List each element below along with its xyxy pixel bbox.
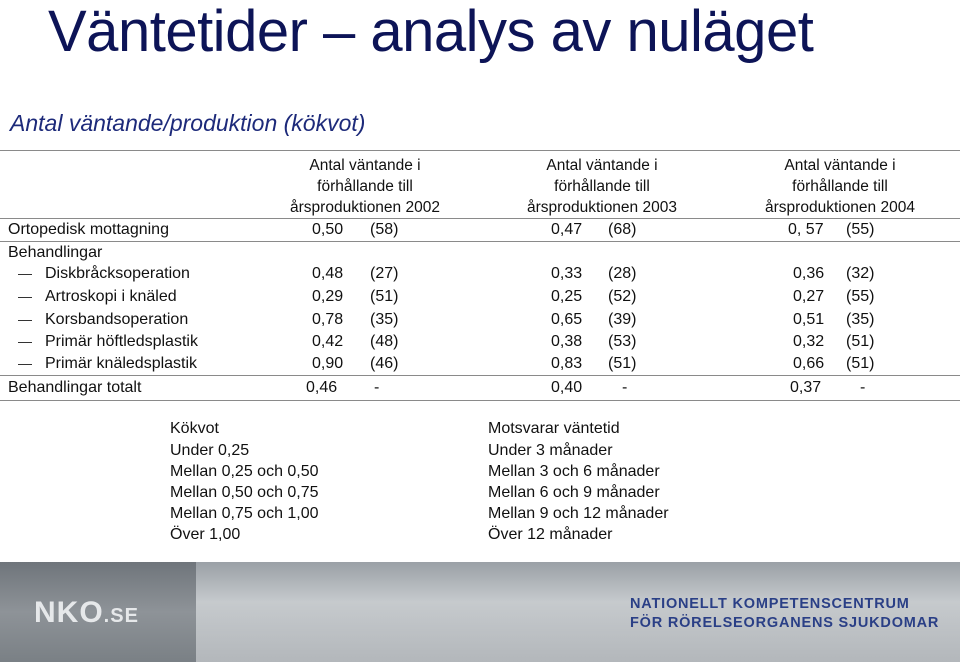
count-2004: (55) — [846, 288, 875, 305]
legend-item: Över 12 månader — [488, 526, 613, 543]
group-heading-behandlingar: Behandlingar — [8, 244, 103, 261]
value-2003: 0,25 — [551, 288, 583, 305]
value-2004: 0,37 — [790, 379, 822, 396]
value-2004: 0,27 — [793, 288, 825, 305]
count-2002: (46) — [370, 355, 399, 372]
row-label: Diskbråcksoperation — [45, 265, 190, 282]
org-name-line2: FÖR RÖRELSEORGANENS SJUKDOMAR — [630, 615, 940, 631]
count-2004: (35) — [846, 311, 875, 328]
count-2003: (68) — [608, 221, 637, 238]
value-2003: 0,65 — [551, 311, 583, 328]
dash-bullet — [18, 274, 32, 275]
value-2002: 0,78 — [312, 311, 344, 328]
page-title: Väntetider – analys av nuläget — [48, 0, 814, 64]
count-2004: - — [860, 379, 866, 396]
value-2002: 0,29 — [312, 288, 344, 305]
row-label: Ortopedisk mottagning — [8, 221, 169, 238]
column-header-2003: Antal väntande i förhållande till årsproduktionen 2003 — [527, 157, 677, 216]
count-2004: (32) — [846, 265, 875, 282]
legend-item: Mellan 6 och 9 månader — [488, 484, 660, 501]
row-label: Korsbandsoperation — [45, 311, 189, 328]
column-header-2002: Antal väntande i förhållande till årsproduktionen 2002 — [290, 157, 440, 216]
legend-item: Mellan 0,50 och 0,75 — [170, 484, 319, 501]
count-2003: (28) — [608, 265, 637, 282]
legend-right-header: Motsvarar väntetid — [488, 420, 620, 437]
footer-banner — [0, 562, 960, 662]
table-top-rule — [0, 150, 960, 151]
value-2004: 0,51 — [793, 311, 825, 328]
footer-logo-panel — [0, 562, 196, 662]
count-2002: (48) — [370, 333, 399, 350]
count-2002: - — [374, 379, 380, 396]
value-2002: 0,46 — [306, 379, 338, 396]
count-2004: (51) — [846, 333, 875, 350]
value-2003: 0,33 — [551, 265, 583, 282]
count-2002: (35) — [370, 311, 399, 328]
row-label: Primär höftledsplastik — [45, 333, 198, 350]
value-2004: 0,66 — [793, 355, 825, 372]
value-2003: 0,40 — [551, 379, 583, 396]
count-2002: (51) — [370, 288, 399, 305]
row-rule — [0, 375, 960, 376]
count-2003: (53) — [608, 333, 637, 350]
value-2003: 0,83 — [551, 355, 583, 372]
row-label: Artroskopi i knäled — [45, 288, 177, 305]
count-2002: (27) — [370, 265, 399, 282]
count-2002: (58) — [370, 221, 399, 238]
column-header-2004: Antal väntande i förhållande till årsproduktionen 2004 — [765, 157, 915, 216]
legend-item: Mellan 0,25 och 0,50 — [170, 463, 319, 480]
count-2003: - — [622, 379, 628, 396]
count-2003: (51) — [608, 355, 637, 372]
row-rule — [0, 241, 960, 242]
dash-bullet — [18, 364, 32, 365]
table-subtitle: Antal väntande/produktion (kökvot) — [10, 110, 366, 136]
value-2003: 0,47 — [551, 221, 583, 238]
count-2003: (52) — [608, 288, 637, 305]
dash-bullet — [18, 342, 32, 343]
legend-item: Mellan 0,75 och 1,00 — [170, 505, 319, 522]
legend-item: Under 3 månader — [488, 442, 613, 459]
legend-item: Över 1,00 — [170, 526, 241, 543]
legend-item: Under 0,25 — [170, 442, 250, 459]
count-2003: (39) — [608, 311, 637, 328]
header-rule — [0, 218, 960, 219]
value-2004: 0,36 — [793, 265, 825, 282]
legend-left-header: Kökvot — [170, 420, 219, 437]
value-2004: 0,32 — [793, 333, 825, 350]
value-2002: 0,50 — [312, 221, 344, 238]
legend-item: Mellan 3 och 6 månader — [488, 463, 660, 480]
dash-bullet — [18, 297, 32, 298]
row-label: Behandlingar totalt — [8, 379, 142, 396]
value-2002: 0,90 — [312, 355, 344, 372]
value-2002: 0,48 — [312, 265, 344, 282]
count-2004: (55) — [846, 221, 875, 238]
legend-item: Mellan 9 och 12 månader — [488, 505, 669, 522]
org-name-line1: NATIONELLT KOMPETENSCENTRUM — [630, 596, 910, 612]
table-bottom-rule — [0, 400, 960, 401]
count-2004: (51) — [846, 355, 875, 372]
value-2002: 0,42 — [312, 333, 344, 350]
value-2004: 0, 57 — [788, 221, 824, 238]
value-2003: 0,38 — [551, 333, 583, 350]
nko-logo: NKO.SE — [34, 596, 139, 629]
row-label: Primär knäledsplastik — [45, 355, 198, 372]
dash-bullet — [18, 320, 32, 321]
